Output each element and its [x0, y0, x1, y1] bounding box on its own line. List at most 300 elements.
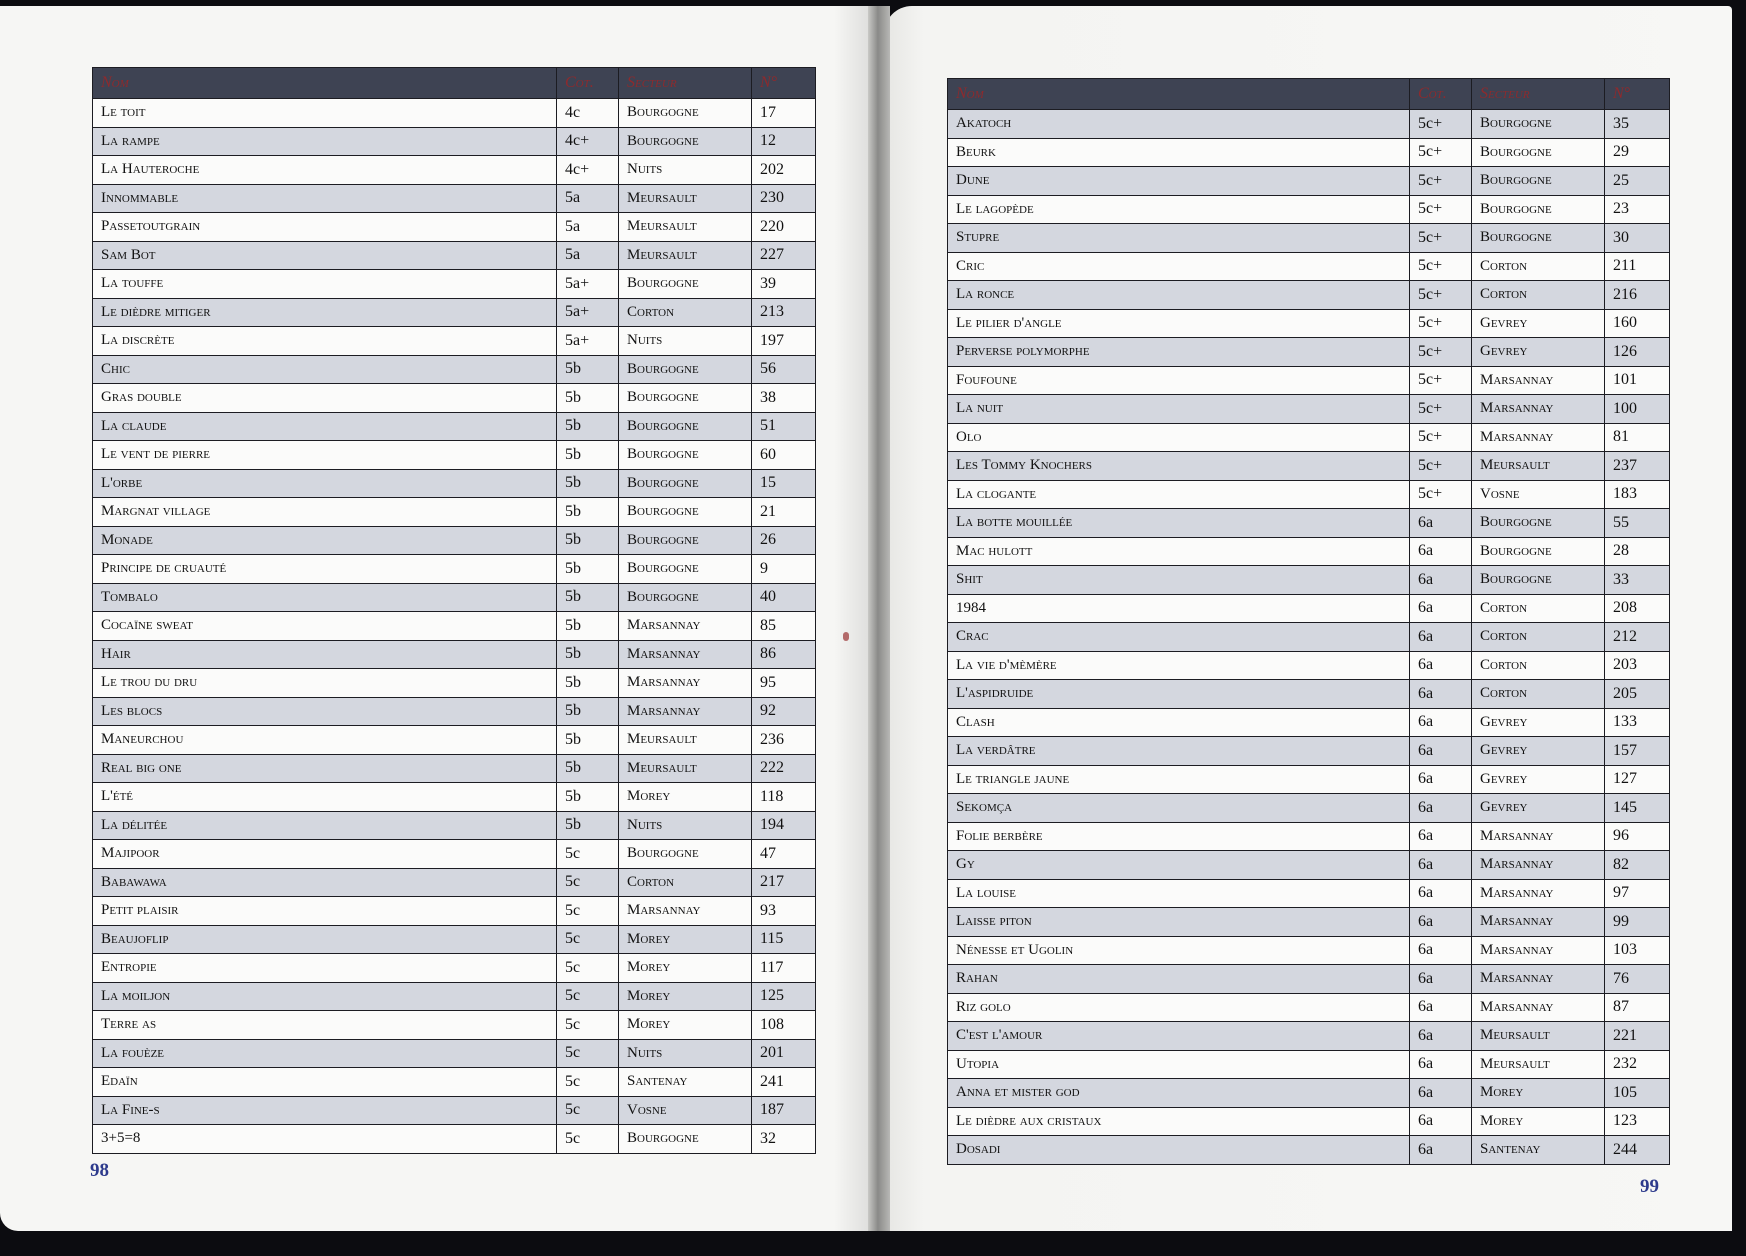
table-row — [948, 509, 1670, 538]
table-row — [948, 281, 1670, 310]
route-name: La nuit — [948, 395, 1410, 424]
route-name: Maneurchou — [93, 726, 557, 755]
route-grade: 6a — [1410, 737, 1472, 766]
route-sector: Bourgogne — [619, 840, 752, 869]
table-row — [93, 897, 816, 926]
route-sector: Vosne — [1472, 480, 1605, 509]
route-number: 125 — [752, 982, 816, 1011]
table-row — [948, 480, 1670, 509]
route-name: Beaujoflip — [93, 925, 557, 954]
route-sector: Marsannay — [1472, 965, 1605, 994]
route-name: Le trou du dru — [93, 669, 557, 698]
route-sector: Bourgogne — [619, 99, 752, 128]
route-sector: Gevrey — [1472, 309, 1605, 338]
route-name: La fouèze — [93, 1039, 557, 1068]
table-row — [948, 765, 1670, 794]
route-name: Sekomça — [948, 794, 1410, 823]
table-row — [93, 697, 816, 726]
route-name: La Fine-s — [93, 1096, 557, 1125]
route-grade: 5b — [557, 783, 619, 812]
route-sector: Marsannay — [619, 697, 752, 726]
route-grade: 6a — [1410, 623, 1472, 652]
route-sector: Marsannay — [1472, 993, 1605, 1022]
route-sector: Marsannay — [1472, 423, 1605, 452]
route-sector: Bourgogne — [1472, 138, 1605, 167]
route-number: 35 — [1605, 110, 1670, 139]
route-name: L'orbe — [93, 469, 557, 498]
table-row — [948, 138, 1670, 167]
left-table-body — [93, 99, 816, 1154]
route-grade: 5b — [557, 811, 619, 840]
route-grade: 5c+ — [1410, 138, 1472, 167]
table-row — [948, 993, 1670, 1022]
route-name: La botte mouillée — [948, 509, 1410, 538]
route-name: Olo — [948, 423, 1410, 452]
route-name: Passetoutgrain — [93, 213, 557, 242]
route-grade: 5c — [557, 954, 619, 983]
route-name: Gras double — [93, 384, 557, 413]
route-name: Principe de cruauté — [93, 555, 557, 584]
route-sector: Marsannay — [1472, 851, 1605, 880]
route-sector: Meursault — [1472, 452, 1605, 481]
table-row — [948, 594, 1670, 623]
route-grade: 5b — [557, 441, 619, 470]
route-name: L'aspidruide — [948, 680, 1410, 709]
route-sector: Nuits — [619, 327, 752, 356]
route-sector: Morey — [619, 982, 752, 1011]
route-sector: Marsannay — [1472, 366, 1605, 395]
table-row — [948, 537, 1670, 566]
route-sector: Morey — [1472, 1079, 1605, 1108]
route-grade: 5a — [557, 213, 619, 242]
paper-speck — [843, 632, 849, 641]
route-grade: 5b — [557, 583, 619, 612]
route-number: 100 — [1605, 395, 1670, 424]
route-grade: 5c — [557, 1096, 619, 1125]
route-number: 30 — [1605, 224, 1670, 253]
table-row — [948, 1136, 1670, 1165]
route-name: Monade — [93, 526, 557, 555]
table-row — [93, 327, 816, 356]
route-name: Cocaïne sweat — [93, 612, 557, 641]
route-name: L'été — [93, 783, 557, 812]
route-sector: Bourgogne — [1472, 224, 1605, 253]
route-name: La verdâtre — [948, 737, 1410, 766]
table-row — [948, 423, 1670, 452]
route-number: 230 — [752, 184, 816, 213]
route-number: 38 — [752, 384, 816, 413]
table-row — [948, 566, 1670, 595]
route-sector: Morey — [619, 1011, 752, 1040]
route-sector: Bourgogne — [619, 1125, 752, 1154]
route-sector: Bourgogne — [619, 355, 752, 384]
route-sector: Marsannay — [1472, 395, 1605, 424]
route-grade: 5b — [557, 555, 619, 584]
route-grade: 5b — [557, 384, 619, 413]
route-number: 29 — [1605, 138, 1670, 167]
route-name: Real big one — [93, 754, 557, 783]
route-grade: 6a — [1410, 1107, 1472, 1136]
table-row — [93, 1096, 816, 1125]
table-row — [948, 737, 1670, 766]
route-number: 47 — [752, 840, 816, 869]
table-row — [93, 526, 816, 555]
table-row — [93, 270, 816, 299]
route-number: 82 — [1605, 851, 1670, 880]
route-name: Folie berbère — [948, 822, 1410, 851]
route-sector: Corton — [1472, 680, 1605, 709]
route-name: Clash — [948, 708, 1410, 737]
route-number: 187 — [752, 1096, 816, 1125]
route-grade: 6a — [1410, 993, 1472, 1022]
route-number: 205 — [1605, 680, 1670, 709]
route-sector: Nuits — [619, 1039, 752, 1068]
route-sector: Corton — [1472, 651, 1605, 680]
table-row — [93, 840, 816, 869]
route-number: 133 — [1605, 708, 1670, 737]
route-number: 220 — [752, 213, 816, 242]
route-name: 3+5=8 — [93, 1125, 557, 1154]
route-name: Cric — [948, 252, 1410, 281]
table-row — [948, 794, 1670, 823]
route-sector: Bourgogne — [619, 441, 752, 470]
table-row — [93, 298, 816, 327]
route-sector: Morey — [619, 783, 752, 812]
route-number: 123 — [1605, 1107, 1670, 1136]
route-grade: 6a — [1410, 651, 1472, 680]
route-number: 201 — [752, 1039, 816, 1068]
page-number-right: 99 — [1640, 1176, 1659, 1197]
route-name: La moiljon — [93, 982, 557, 1011]
route-grade: 5c+ — [1410, 281, 1472, 310]
route-name: Le dièdre mitiger — [93, 298, 557, 327]
route-grade: 5b — [557, 640, 619, 669]
route-sector: Bourgogne — [619, 583, 752, 612]
route-sector: Santenay — [619, 1068, 752, 1097]
route-number: 23 — [1605, 195, 1670, 224]
route-name: Stupre — [948, 224, 1410, 253]
table-row — [948, 1107, 1670, 1136]
route-grade: 5c+ — [1410, 224, 1472, 253]
route-sector: Bourgogne — [619, 555, 752, 584]
table-row — [93, 1039, 816, 1068]
table-row — [948, 879, 1670, 908]
route-grade: 5c — [557, 982, 619, 1011]
route-sector: Meursault — [619, 754, 752, 783]
route-sector: Bourgogne — [619, 526, 752, 555]
route-grade: 6a — [1410, 1022, 1472, 1051]
route-number: 202 — [752, 156, 816, 185]
table-row — [948, 366, 1670, 395]
table-row — [93, 982, 816, 1011]
table-row — [93, 925, 816, 954]
route-grade: 5c — [557, 868, 619, 897]
route-grade: 6a — [1410, 794, 1472, 823]
route-sector: Bourgogne — [1472, 167, 1605, 196]
route-name: Gy — [948, 851, 1410, 880]
route-sector: Bourgogne — [619, 384, 752, 413]
table-row — [948, 851, 1670, 880]
route-sector: Bourgogne — [619, 127, 752, 156]
route-sector: Bourgogne — [619, 469, 752, 498]
route-number: 118 — [752, 783, 816, 812]
route-number: 21 — [752, 498, 816, 527]
route-grade: 6a — [1410, 566, 1472, 595]
route-number: 117 — [752, 954, 816, 983]
route-sector: Gevrey — [1472, 794, 1605, 823]
route-grade: 5b — [557, 469, 619, 498]
route-grade: 5c+ — [1410, 338, 1472, 367]
route-number: 26 — [752, 526, 816, 555]
route-number: 203 — [1605, 651, 1670, 680]
table-row — [93, 498, 816, 527]
table-row — [93, 99, 816, 128]
route-number: 40 — [752, 583, 816, 612]
route-grade: 5a+ — [557, 270, 619, 299]
route-name: Edaïn — [93, 1068, 557, 1097]
route-name: Riz golo — [948, 993, 1410, 1022]
route-name: La claude — [93, 412, 557, 441]
route-name: Sam Bot — [93, 241, 557, 270]
route-sector: Marsannay — [1472, 936, 1605, 965]
route-number: 115 — [752, 925, 816, 954]
table-row — [93, 1068, 816, 1097]
route-number: 81 — [1605, 423, 1670, 452]
route-number: 221 — [1605, 1022, 1670, 1051]
route-sector: Corton — [1472, 252, 1605, 281]
table-row — [948, 309, 1670, 338]
route-grade: 5a+ — [557, 298, 619, 327]
route-name: Hair — [93, 640, 557, 669]
route-number: 183 — [1605, 480, 1670, 509]
route-sector: Marsannay — [1472, 822, 1605, 851]
route-grade: 6a — [1410, 908, 1472, 937]
route-grade: 6a — [1410, 594, 1472, 623]
route-sector: Marsannay — [619, 897, 752, 926]
route-sector: Corton — [619, 298, 752, 327]
table-row — [93, 412, 816, 441]
route-grade: 5c — [557, 840, 619, 869]
table-row — [93, 555, 816, 584]
route-grade: 5c+ — [1410, 423, 1472, 452]
table-row — [93, 469, 816, 498]
route-number: 86 — [752, 640, 816, 669]
route-number: 108 — [752, 1011, 816, 1040]
route-number: 33 — [1605, 566, 1670, 595]
route-name: La délitée — [93, 811, 557, 840]
route-sector: Nuits — [619, 156, 752, 185]
table-row — [93, 355, 816, 384]
route-sector: Bourgogne — [1472, 195, 1605, 224]
route-name: Le toit — [93, 99, 557, 128]
right-table-body — [948, 110, 1670, 1165]
route-name: Innommable — [93, 184, 557, 213]
route-grade: 4c+ — [557, 127, 619, 156]
route-sector: Meursault — [619, 184, 752, 213]
route-name: La Hauteroche — [93, 156, 557, 185]
table-row — [93, 954, 816, 983]
book-binding — [868, 6, 890, 1231]
route-sector: Gevrey — [1472, 338, 1605, 367]
table-row — [948, 623, 1670, 652]
route-grade: 5b — [557, 669, 619, 698]
route-number: 87 — [1605, 993, 1670, 1022]
route-name: La clogante — [948, 480, 1410, 509]
route-grade: 5c+ — [1410, 395, 1472, 424]
route-number: 60 — [752, 441, 816, 470]
table-row — [93, 754, 816, 783]
route-number: 213 — [752, 298, 816, 327]
route-number: 103 — [1605, 936, 1670, 965]
route-name: Laisse piton — [948, 908, 1410, 937]
page-number-left: 98 — [90, 1160, 109, 1181]
route-number: 236 — [752, 726, 816, 755]
route-sector: Marsannay — [619, 640, 752, 669]
route-grade: 6a — [1410, 936, 1472, 965]
table-row — [948, 195, 1670, 224]
route-sector: Bourgogne — [1472, 110, 1605, 139]
route-grade: 5c+ — [1410, 195, 1472, 224]
route-number: 93 — [752, 897, 816, 926]
route-name: Shit — [948, 566, 1410, 595]
table-row — [93, 811, 816, 840]
route-name: Le pilier d'angle — [948, 309, 1410, 338]
route-grade: 5c — [557, 1011, 619, 1040]
route-number: 212 — [1605, 623, 1670, 652]
route-name: Entropie — [93, 954, 557, 983]
table-row — [948, 936, 1670, 965]
route-name: C'est l'amour — [948, 1022, 1410, 1051]
route-sector: Meursault — [619, 241, 752, 270]
table-row — [948, 110, 1670, 139]
table-row — [948, 1050, 1670, 1079]
route-grade: 6a — [1410, 1050, 1472, 1079]
route-grade: 5c+ — [1410, 167, 1472, 196]
route-grade: 5a+ — [557, 327, 619, 356]
route-name: Dune — [948, 167, 1410, 196]
route-sector: Marsannay — [619, 669, 752, 698]
table-row — [948, 395, 1670, 424]
route-name: Crac — [948, 623, 1410, 652]
route-grade: 5b — [557, 498, 619, 527]
header-cot: Cot. — [1410, 79, 1472, 110]
route-sector: Vosne — [619, 1096, 752, 1125]
route-sector: Corton — [1472, 281, 1605, 310]
route-name: Babawawa — [93, 868, 557, 897]
route-grade: 5a — [557, 184, 619, 213]
route-name: La vie d'mèmère — [948, 651, 1410, 680]
header-nom: Nom — [948, 79, 1410, 110]
route-number: 160 — [1605, 309, 1670, 338]
route-grade: 6a — [1410, 537, 1472, 566]
route-number: 9 — [752, 555, 816, 584]
route-number: 241 — [752, 1068, 816, 1097]
route-sector: Meursault — [1472, 1022, 1605, 1051]
route-grade: 6a — [1410, 1136, 1472, 1165]
route-number: 211 — [1605, 252, 1670, 281]
route-number: 85 — [752, 612, 816, 641]
route-name: Le lagopède — [948, 195, 1410, 224]
route-grade: 6a — [1410, 879, 1472, 908]
route-sector: Gevrey — [1472, 737, 1605, 766]
route-name: Chic — [93, 355, 557, 384]
table-row — [948, 167, 1670, 196]
route-sector: Marsannay — [1472, 908, 1605, 937]
right-route-table — [947, 78, 1670, 1165]
route-sector: Bourgogne — [1472, 509, 1605, 538]
table-row — [93, 612, 816, 641]
route-sector: Meursault — [619, 726, 752, 755]
route-number: 15 — [752, 469, 816, 498]
route-name: La ronce — [948, 281, 1410, 310]
table-row — [93, 1011, 816, 1040]
route-number: 95 — [752, 669, 816, 698]
route-grade: 4c+ — [557, 156, 619, 185]
table-row — [93, 384, 816, 413]
table-row — [93, 156, 816, 185]
header-nom: Nom — [93, 68, 557, 99]
header-numero: N° — [752, 68, 816, 99]
route-number: 12 — [752, 127, 816, 156]
table-row — [948, 338, 1670, 367]
route-name: Foufoune — [948, 366, 1410, 395]
route-number: 216 — [1605, 281, 1670, 310]
table-row — [948, 224, 1670, 253]
route-grade: 5b — [557, 355, 619, 384]
route-name: Terre as — [93, 1011, 557, 1040]
route-sector: Morey — [619, 925, 752, 954]
route-grade: 5a — [557, 241, 619, 270]
route-grade: 6a — [1410, 708, 1472, 737]
route-sector: Corton — [1472, 594, 1605, 623]
route-sector: Gevrey — [1472, 708, 1605, 737]
route-number: 157 — [1605, 737, 1670, 766]
route-name: Majipoor — [93, 840, 557, 869]
route-sector: Corton — [1472, 623, 1605, 652]
route-number: 145 — [1605, 794, 1670, 823]
route-number: 99 — [1605, 908, 1670, 937]
route-sector: Bourgogne — [1472, 566, 1605, 595]
route-number: 105 — [1605, 1079, 1670, 1108]
route-name: Les blocs — [93, 697, 557, 726]
route-name: Margnat village — [93, 498, 557, 527]
route-sector: Bourgogne — [1472, 537, 1605, 566]
header-secteur: Secteur — [1472, 79, 1605, 110]
route-number: 197 — [752, 327, 816, 356]
route-number: 32 — [752, 1125, 816, 1154]
route-number: 92 — [752, 697, 816, 726]
route-number: 244 — [1605, 1136, 1670, 1165]
table-row — [948, 708, 1670, 737]
table-row — [948, 1022, 1670, 1051]
route-grade: 5c+ — [1410, 452, 1472, 481]
route-sector: Bourgogne — [619, 412, 752, 441]
route-number: 232 — [1605, 1050, 1670, 1079]
route-number: 97 — [1605, 879, 1670, 908]
route-number: 127 — [1605, 765, 1670, 794]
table-row — [93, 583, 816, 612]
route-name: La discrète — [93, 327, 557, 356]
left-route-table — [92, 67, 816, 1154]
route-number: 56 — [752, 355, 816, 384]
route-grade: 5c — [557, 925, 619, 954]
route-grade: 6a — [1410, 1079, 1472, 1108]
table-row — [948, 965, 1670, 994]
route-grade: 5b — [557, 612, 619, 641]
route-sector: Santenay — [1472, 1136, 1605, 1165]
route-grade: 5b — [557, 754, 619, 783]
route-name: Le dièdre aux cristaux — [948, 1107, 1410, 1136]
